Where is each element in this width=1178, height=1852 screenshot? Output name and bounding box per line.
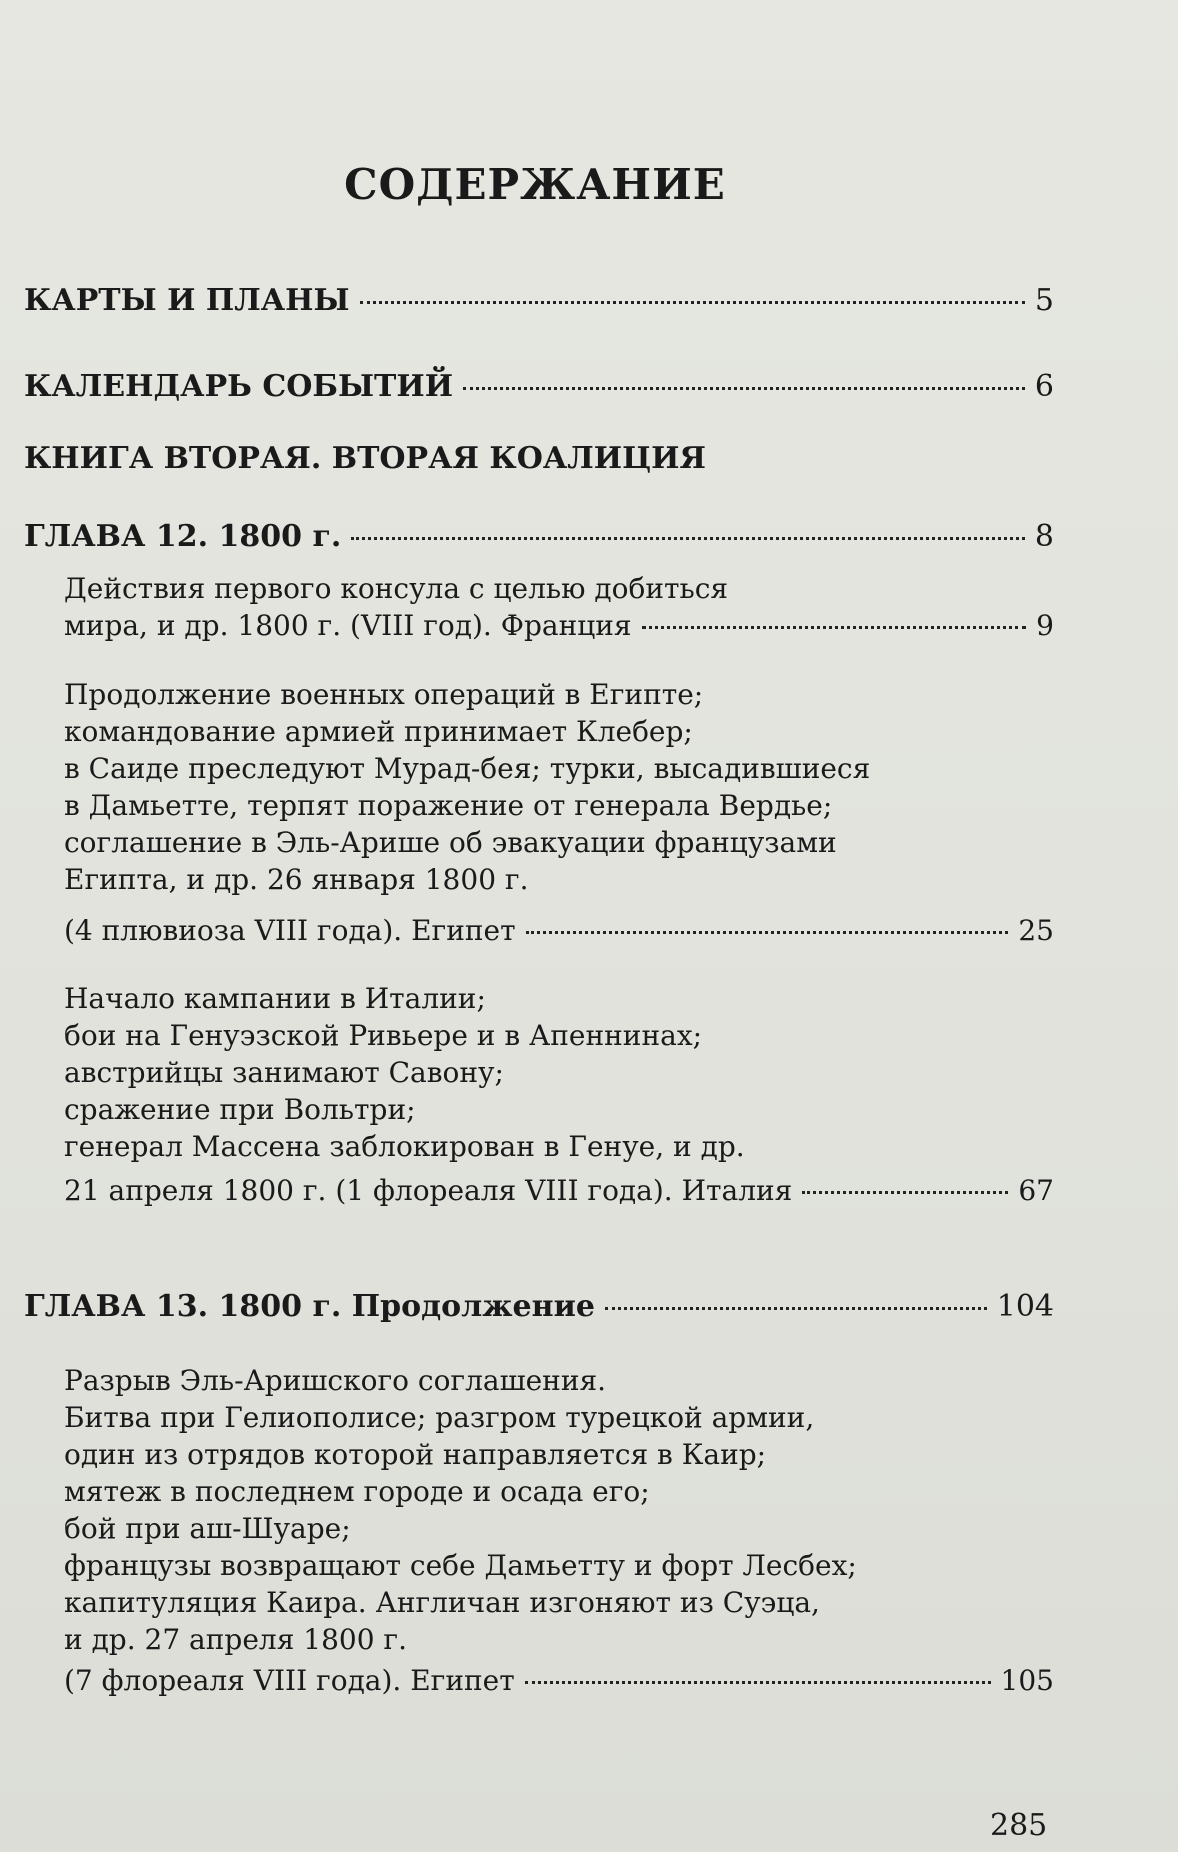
toc-entry-maps (24, 282, 1054, 320)
section-text (64, 1362, 857, 1658)
section-line: Продолжение военных операций в Египте; (64, 678, 704, 711)
toc-subentry-label: мира, и др. 1800 г. (VIII год). Франция (64, 609, 632, 642)
toc-subentry-label: (7 флореаля VIII года). Египет (64, 1664, 515, 1697)
toc-subentry-label: 21 апреля 1800 г. (1 флореаля VIII года). Италия (64, 1174, 793, 1207)
toc-entry-page: 5 (1034, 283, 1054, 318)
page-number: 285 (990, 1808, 1048, 1843)
leader-dots (642, 626, 1027, 629)
toc-entry-label: КАРТЫ И ПЛАНЫ (24, 283, 350, 318)
toc-subentry-page: 9 (1036, 609, 1054, 642)
section-text (64, 980, 745, 1165)
section-line: в Дамьетте, терпят поражение от генерала Вердье; (64, 789, 833, 822)
page-title: СОДЕРЖАНИЕ (344, 160, 726, 209)
leader-dots (802, 1191, 1008, 1194)
toc-entry-page: 104 (996, 1289, 1054, 1324)
section-line: Действия первого консула с целью добиться (64, 572, 729, 605)
section-line: и др. 27 апреля 1800 г. (64, 1623, 407, 1656)
leader-dots (526, 931, 1009, 934)
section-text (64, 676, 870, 898)
section-line: соглашение в Эль-Арише об эвакуации французами (64, 826, 837, 859)
toc-entry-chapter-12 (24, 518, 1054, 556)
toc-subentry (64, 607, 1054, 645)
section-line: Египта, и др. 26 января 1800 г. (64, 863, 529, 896)
toc-subentry-page: 105 (1000, 1664, 1054, 1697)
toc-subentry-page: 67 (1018, 1174, 1054, 1207)
section-line: бой при аш-Шуаре; (64, 1512, 351, 1545)
section-text (64, 570, 728, 607)
leader-dots (360, 301, 1025, 304)
toc-entry-page: 6 (1034, 369, 1054, 404)
section-line: мятеж в последнем городе и осада его; (64, 1475, 650, 1508)
toc-entry-label: ГЛАВА 13. 1800 г. Продолжение (24, 1289, 595, 1324)
toc-subentry (64, 1172, 1054, 1210)
book-two-heading: КНИГА ВТОРАЯ. ВТОРАЯ КОАЛИЦИЯ (24, 441, 706, 476)
toc-subentry-page: 25 (1018, 914, 1054, 947)
section-line: командование армией принимает Клебер; (64, 715, 693, 748)
section-line: австрийцы занимают Савону; (64, 1056, 504, 1089)
toc-entry-page: 8 (1034, 519, 1054, 554)
section-line: французы возвращают себе Дамьетту и форт Лесбех; (64, 1549, 857, 1582)
leader-dots (463, 387, 1025, 390)
toc-entry-chapter-13 (24, 1288, 1054, 1326)
section-line: Начало кампании в Италии; (64, 982, 486, 1015)
leader-dots (351, 537, 1025, 540)
leader-dots (605, 1307, 987, 1310)
section-line: один из отрядов которой направляется в Каир; (64, 1438, 767, 1471)
toc-entry-label: КАЛЕНДАРЬ СОБЫТИЙ (24, 369, 454, 404)
leader-dots (525, 1681, 991, 1684)
section-line: бои на Генуэзской Ривьере и в Апеннинах; (64, 1019, 703, 1052)
toc-entry-calendar (24, 368, 1054, 406)
toc-subentry (64, 1662, 1054, 1700)
section-line: сражение при Вольтри; (64, 1093, 416, 1126)
section-line: Разрыв Эль-Аришского соглашения. (64, 1364, 607, 1397)
toc-subentry (64, 912, 1054, 950)
section-line: в Саиде преследуют Мурад-бея; турки, высадившиеся (64, 752, 871, 785)
toc-entry-label: ГЛАВА 12. 1800 г. (24, 519, 342, 554)
section-line: капитуляция Каира. Англичан изгоняют из Суэца, (64, 1586, 820, 1619)
toc-subentry-label: (4 плювиоза VIII года). Египет (64, 914, 516, 947)
section-line: генерал Массена заблокирован в Генуе, и др. (64, 1130, 745, 1163)
section-line: Битва при Гелиополисе; разгром турецкой армии, (64, 1401, 815, 1434)
